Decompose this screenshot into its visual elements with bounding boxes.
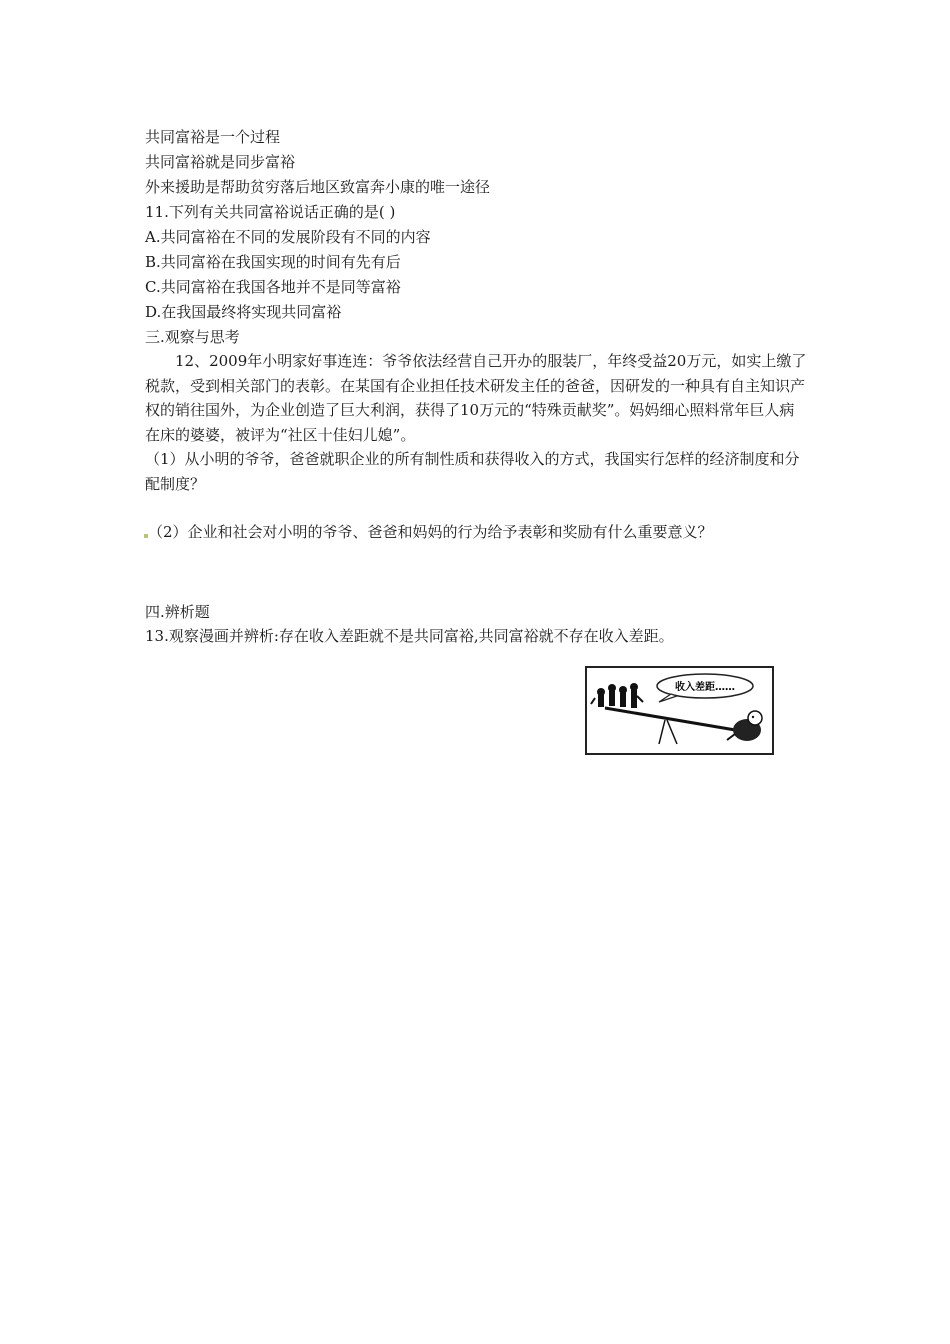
question-12-sub-2: （2）企业和社会对小明的爷爷、爸爸和妈妈的行为给予表彰和奖励有什么重要意义？ — [148, 523, 713, 541]
speech-bubble-text: 收入差距…… — [675, 682, 735, 693]
question-11-stem: 11.下列有关共同富裕说话正确的是( ) — [145, 203, 396, 221]
question-12-text: 12、2009年小明家好事连连：爷爷依法经营自己开办的服装厂，年终受益20万元，如实上缴了税款，受到相关部门的表彰。在某国有企业担任技术研发主任的爸爸，因研发的一种具有自主知识产权的销往国外，为企业创造了巨大利润，获得了10万元的“特殊贡献奖”。妈妈细心照料常年巨人病在床的婆婆，被评为“社区十佳妇儿媳”。 — [145, 352, 807, 444]
question-13-text: 13.观察漫画并辨析:存在收入差距就不是共同富裕,共同富裕就不存在收入差距。 — [145, 627, 674, 645]
question-11-option-d: D.在我国最终将实现共同富裕 — [145, 303, 342, 321]
question-11-option-b: B.共同富裕在我国实现的时间有先有后 — [145, 253, 401, 271]
statement-synchronous: 共同富裕就是同步富裕 — [145, 153, 296, 171]
section-4-heading: 四.辨析题 — [145, 603, 210, 621]
cartoon-drawing — [587, 668, 772, 753]
seesaw-pivot — [659, 720, 677, 744]
question-11-option-a: A.共同富裕在不同的发展阶段有不同的内容 — [145, 228, 431, 246]
crowd-figures — [591, 683, 643, 708]
speech-bubble-tail — [659, 694, 677, 702]
statement-external-aid: 外来援助是帮助贫穷落后地区致富奔小康的唯一途径 — [145, 178, 491, 196]
question-12-sub-1: （1）从小明的爷爷，爸爸就职企业的所有制性质和获得收入的方式，我国实行怎样的经济制度和分配制度？ — [145, 450, 800, 493]
statement-process: 共同富裕是一个过程 — [145, 128, 281, 146]
section-3-heading: 三.观察与思考 — [145, 328, 240, 346]
income-gap-cartoon — [585, 666, 774, 755]
rich-figure — [727, 711, 762, 741]
question-11-option-c: C.共同富裕在我国各地并不是同等富裕 — [145, 278, 401, 296]
